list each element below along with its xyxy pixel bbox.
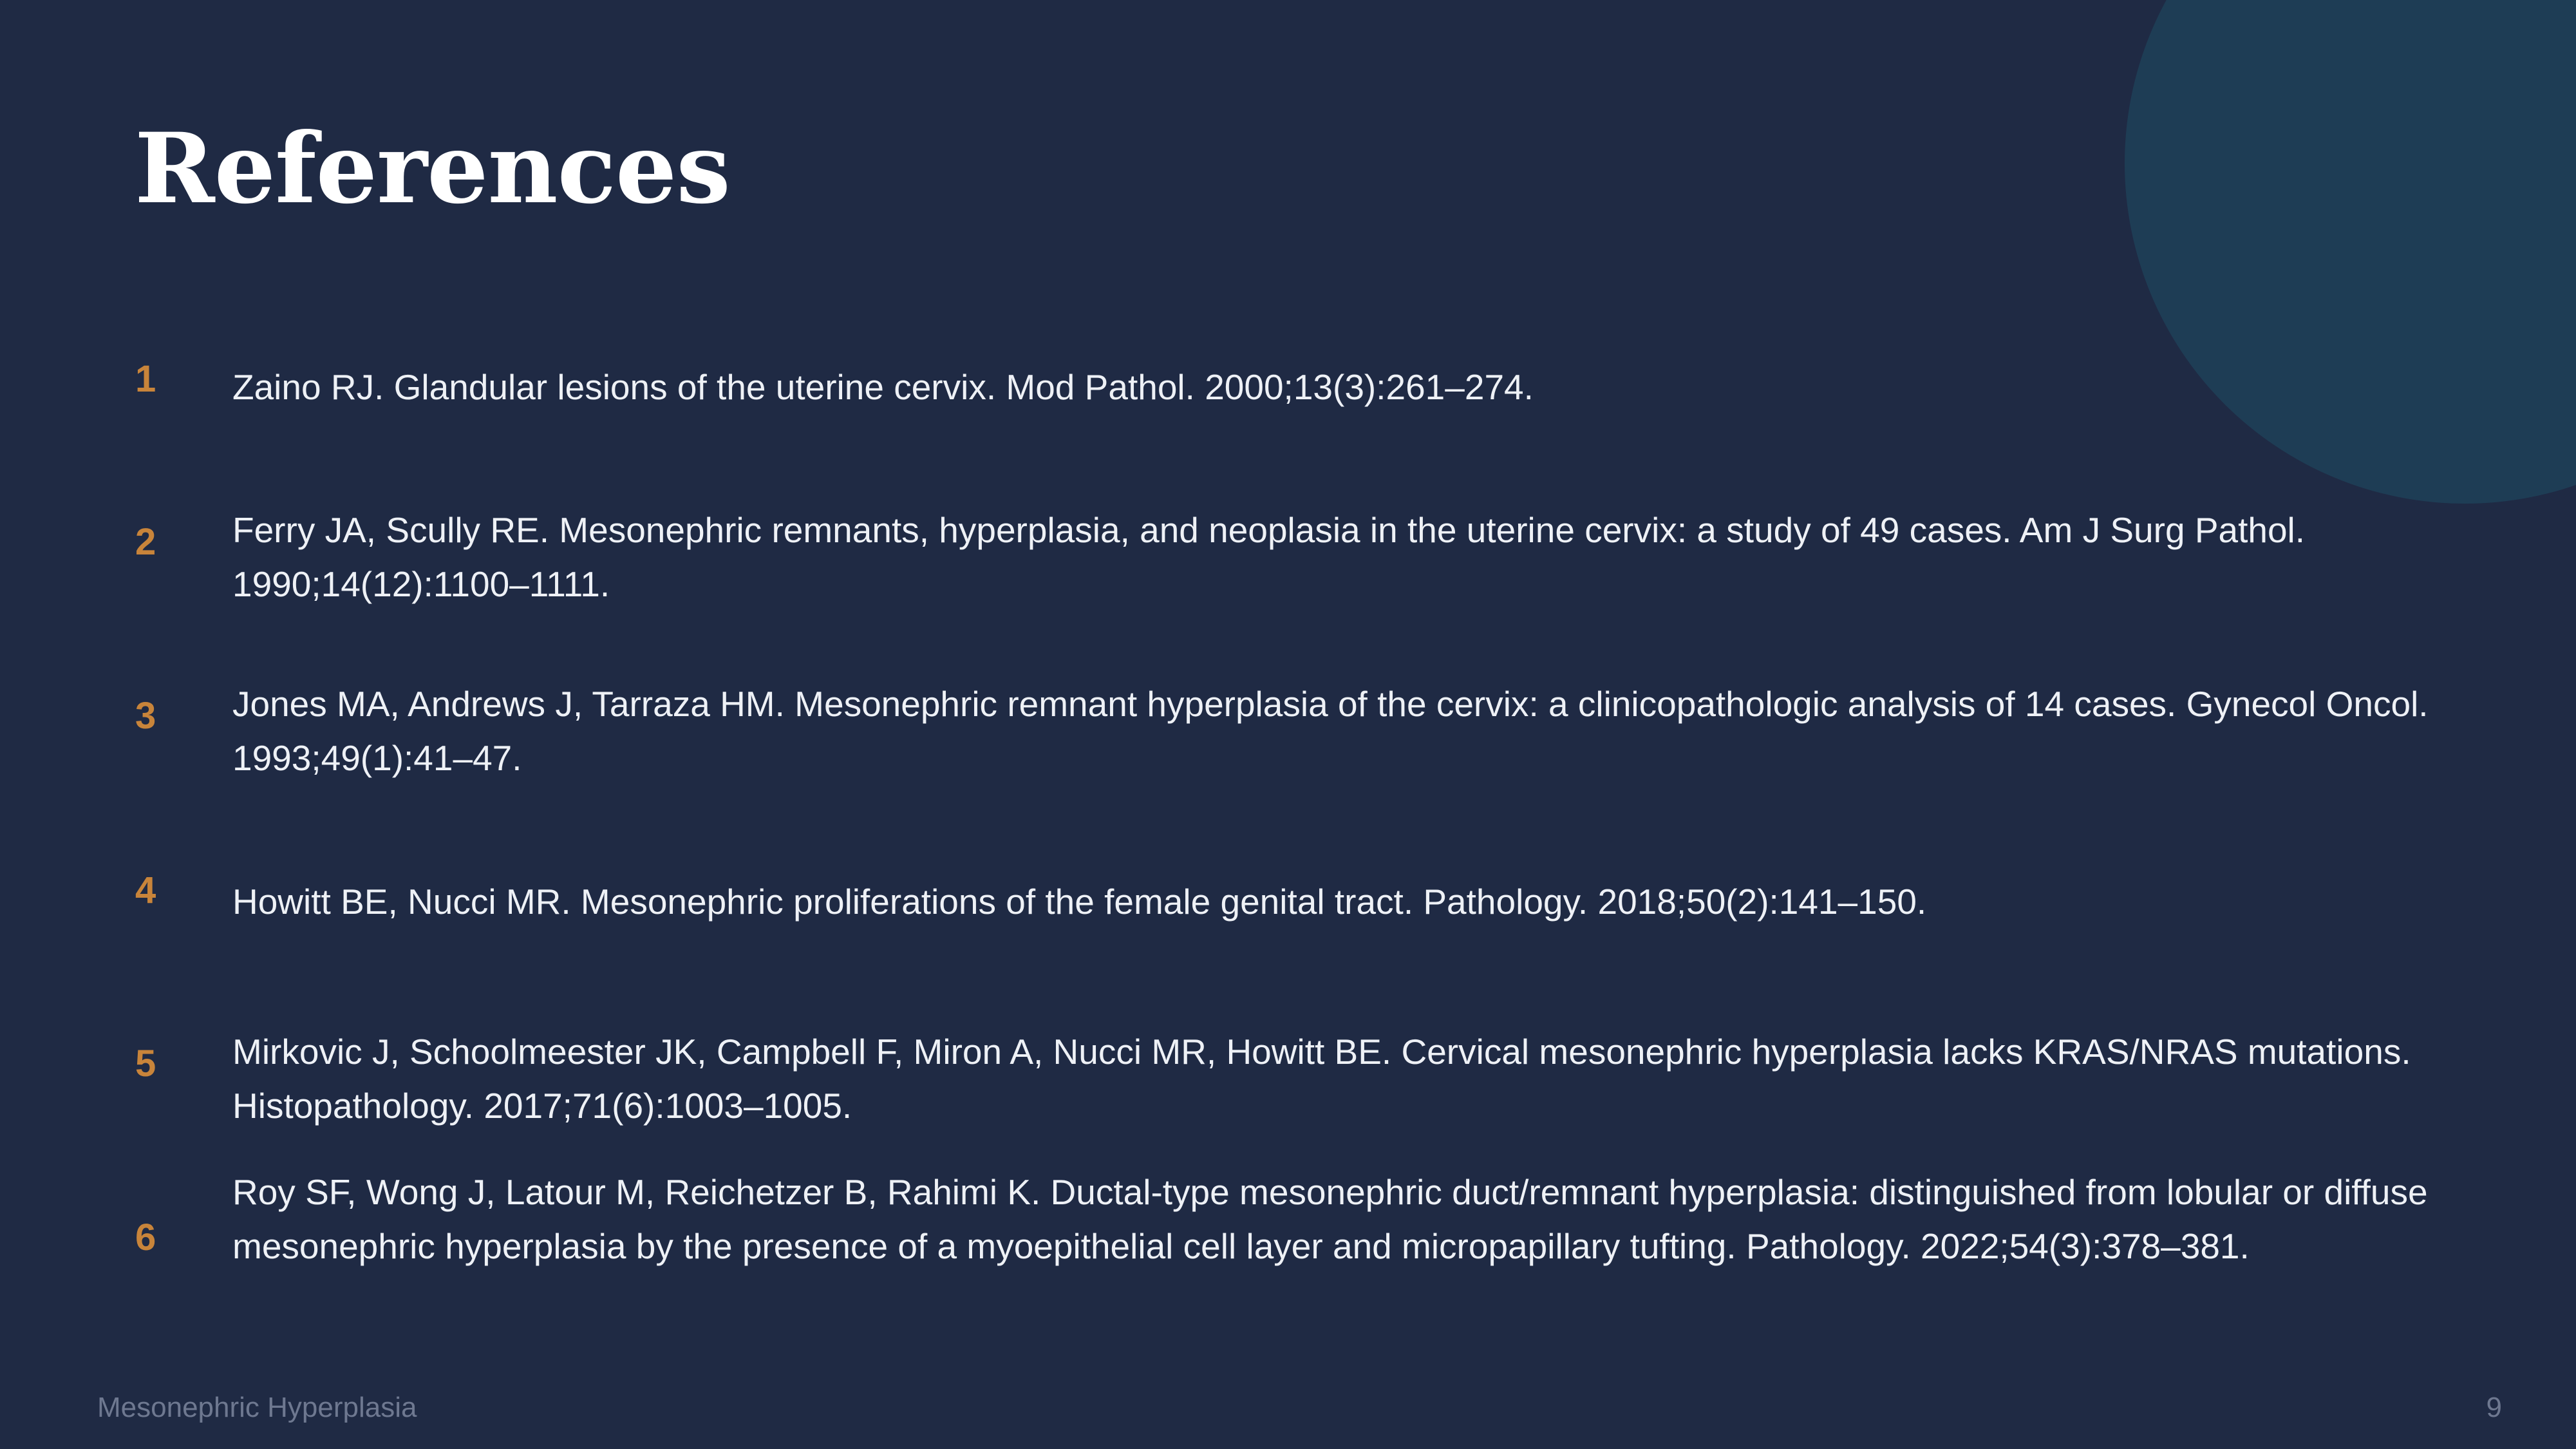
reference-item bbox=[0, 510, 2576, 644]
reference-text: Zaino RJ. Glandular lesions of the uterine cervix. Mod Pathol. 2000;13(3):261–274. bbox=[232, 367, 1534, 407]
reference-text: Mirkovic J, Schoolmeester JK, Campbell F, Miron A, Nucci MR, Howitt BE. Cervical mesonephric hyperplasia lacks KRAS/NRAS mutations. Histopathology. 2017;71(6):1003–1005. bbox=[232, 1032, 2411, 1126]
reference-item bbox=[0, 352, 2576, 481]
page-number: 9 bbox=[2486, 1392, 2502, 1423]
reference-item bbox=[0, 684, 2576, 818]
reference-number: 5 bbox=[135, 1043, 156, 1084]
reference-item bbox=[0, 1172, 2576, 1340]
reference-text: Jones MA, Andrews J, Tarraza HM. Mesonephric remnant hyperplasia of the cervix: a clinicopathologic analysis of 14 cases. Gynecol Oncol. 1993;49(1):41–47. bbox=[232, 684, 2429, 778]
reference-number: 4 bbox=[135, 869, 156, 911]
reference-number: 2 bbox=[135, 521, 156, 563]
footer-title: Mesonephric Hyperplasia bbox=[97, 1392, 417, 1423]
reference-number: 1 bbox=[135, 358, 156, 400]
reference-text: Roy SF, Wong J, Latour M, Reichetzer B, Rahimi K. Ductal-type mesonephric duct/remnant hyperplasia: distinguished from lobular or diffuse mesonephric hyperplasia by the presence of a myoepithelial cell layer and micropapillary tufting. Pathology. 2022;54(3):378–381. bbox=[232, 1172, 2428, 1266]
slide-title: References bbox=[135, 112, 730, 225]
reference-number: 6 bbox=[135, 1217, 156, 1258]
reference-text: Howitt BE, Nucci MR. Mesonephric proliferations of the female genital tract. Pathology. 2018;50(2):141–150. bbox=[232, 882, 1927, 922]
reference-item bbox=[0, 1032, 2576, 1166]
reference-number: 3 bbox=[135, 695, 156, 737]
reference-item bbox=[0, 864, 2576, 992]
reference-text: Ferry JA, Scully RE. Mesonephric remnants, hyperplasia, and neoplasia in the uterine cervix: a study of 49 cases. Am J Surg Pathol. 1990;14(12):1100–1111. bbox=[232, 510, 2306, 604]
